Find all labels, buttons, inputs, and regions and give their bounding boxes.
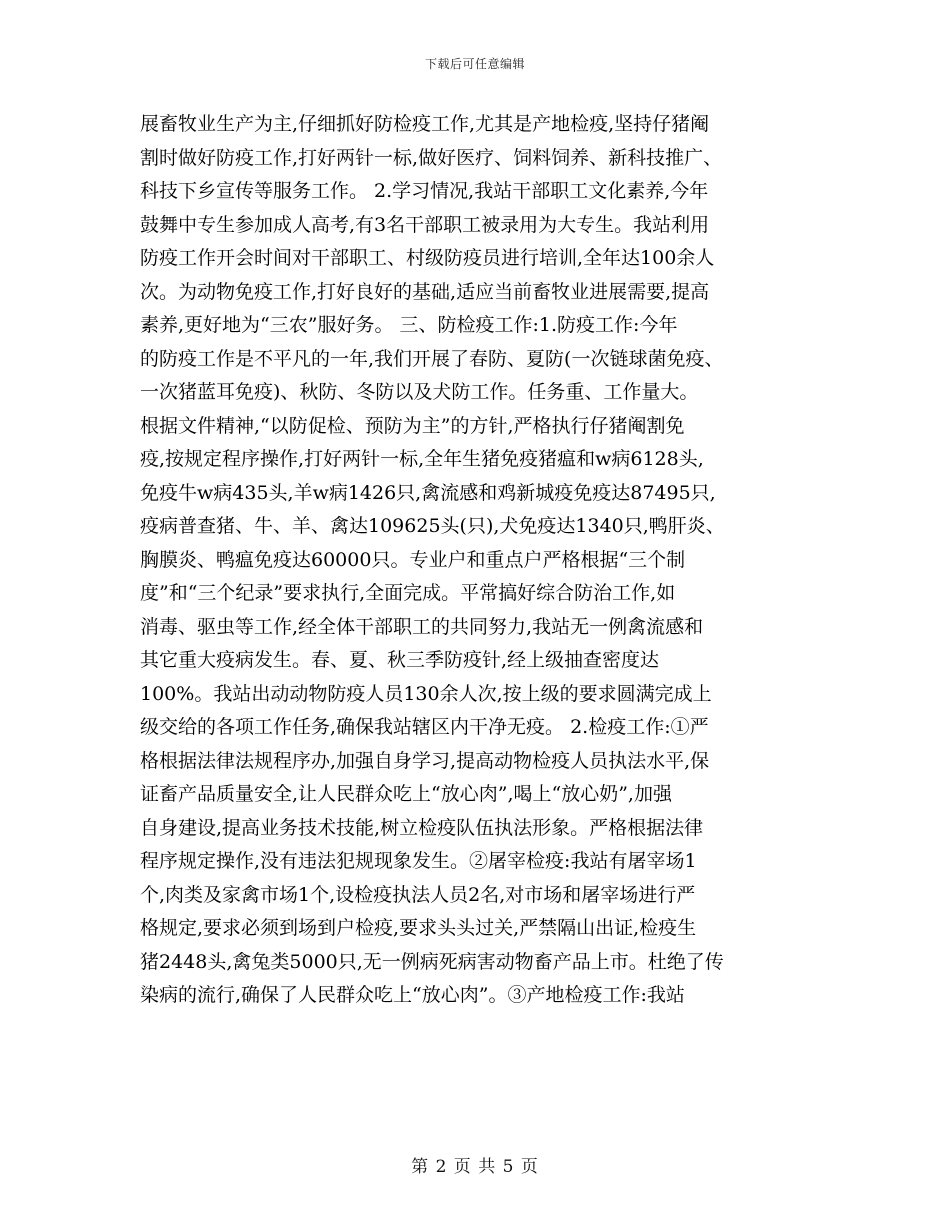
- body-line: 染病的流行,确保了人民群众吃上“放心肉”。③产地检疫工作:我站: [140, 984, 685, 1006]
- body-line: 免疫牛w病435头,羊w病1426只,禽流感和鸡新城疫免疫达87495只,: [140, 481, 716, 504]
- body-line: 格规定,要求必须到场到户检疫,要求头头过关,严禁隔山出证,检疫生: [140, 917, 697, 939]
- body-line: 疫,按规定程序操作,打好两针一标,全年生猪免疫猪瘟和w病6128头,: [140, 448, 704, 470]
- document-body: [140, 108, 830, 1013]
- body-line: 猪2448头,禽兔类5000只,无一例病死病害动物畜产品上市。杜绝了传: [140, 950, 724, 973]
- body-line: 其它重大疫病发生。春、夏、秋三季防疫针,经上级抽查密度达: [140, 649, 660, 671]
- body-line: 自身建设,提高业务技术技能,树立检疫队伍执法形象。严格根据法律: [140, 816, 704, 839]
- page-number: 第 2 页 共 5 页: [411, 1157, 539, 1177]
- body-line: 胸膜炎、鸭瘟免疫达60000只。专业户和重点户严格根据“三个制: [140, 548, 686, 571]
- body-line: 展畜牧业生产为主,仔细抓好防检疫工作,尤其是产地检疫,坚持仔猪阉: [140, 113, 710, 135]
- body-line: 程序规定操作,没有违法犯规现象发生。②屠宰检疫:我站有屠宰场1: [140, 850, 697, 872]
- body-line: 个,肉类及家禽市场1个,设检疫执法人员2名,对市场和屠宰场进行严: [140, 883, 696, 906]
- body-line: 次。为动物免疫工作,打好良好的基础,适应当前畜牧业进展需要,提高: [140, 280, 710, 303]
- body-line: 科技下乡宣传等服务工作。 2.学习情况,我站干部职工文化素养,今年: [140, 180, 709, 202]
- body-line: 割时做好防疫工作,打好两针一标,做好医疗、饲料饲养、新科技推广、: [140, 146, 723, 169]
- body-line: 防疫工作开会时间对干部职工、村级防疫员进行培训,全年达100余人: [140, 247, 715, 269]
- body-line: 素养,更好地为“三农”服好务。 三、防检疫工作:1.防疫工作:今年: [140, 314, 678, 336]
- body-line: 100%。我站出动动物防疫人员130余人次,按上级的要求圆满完成上: [140, 682, 712, 705]
- body-line: 消毒、驱虫等工作,经全体干部职工的共同努力,我站无一例禽流感和: [140, 615, 704, 638]
- body-line: 鼓舞中专生参加成人高考,有3名干部职工被录用为大专生。我站利用: [140, 213, 710, 236]
- body-line: 证畜产品质量安全,让人民群众吃上“放心肉”,喝上“放心奶”,加强: [140, 783, 672, 805]
- body-line: 格根据法律法规程序办,加强自身学习,提高动物检疫人员执法水平,保: [140, 749, 710, 772]
- body-line: 疫病普查猪、牛、羊、禽达109625头(只),犬免疫达1340只,鸭肝炎、: [140, 515, 725, 537]
- page-header-note: 下载后可任意编辑: [424, 57, 525, 71]
- body-line: 的防疫工作是不平凡的一年,我们开展了春防、夏防(一次链球菌免疫、: [140, 347, 724, 370]
- body-line: 根据文件精神,“以防促检、预防为主”的方针,严格执行仔猪阉割免: [140, 414, 685, 437]
- body-line: 级交给的各项工作任务,确保我站辖区内干净无疫。 2.检疫工作:①严: [140, 716, 709, 738]
- body-line: 度”和“三个纪录”要求执行,全面完成。平常搞好综合防治工作,如: [140, 582, 676, 604]
- body-line: 一次猪蓝耳免疫)、秋防、冬防以及犬防工作。任务重、工作量大。: [140, 381, 699, 403]
